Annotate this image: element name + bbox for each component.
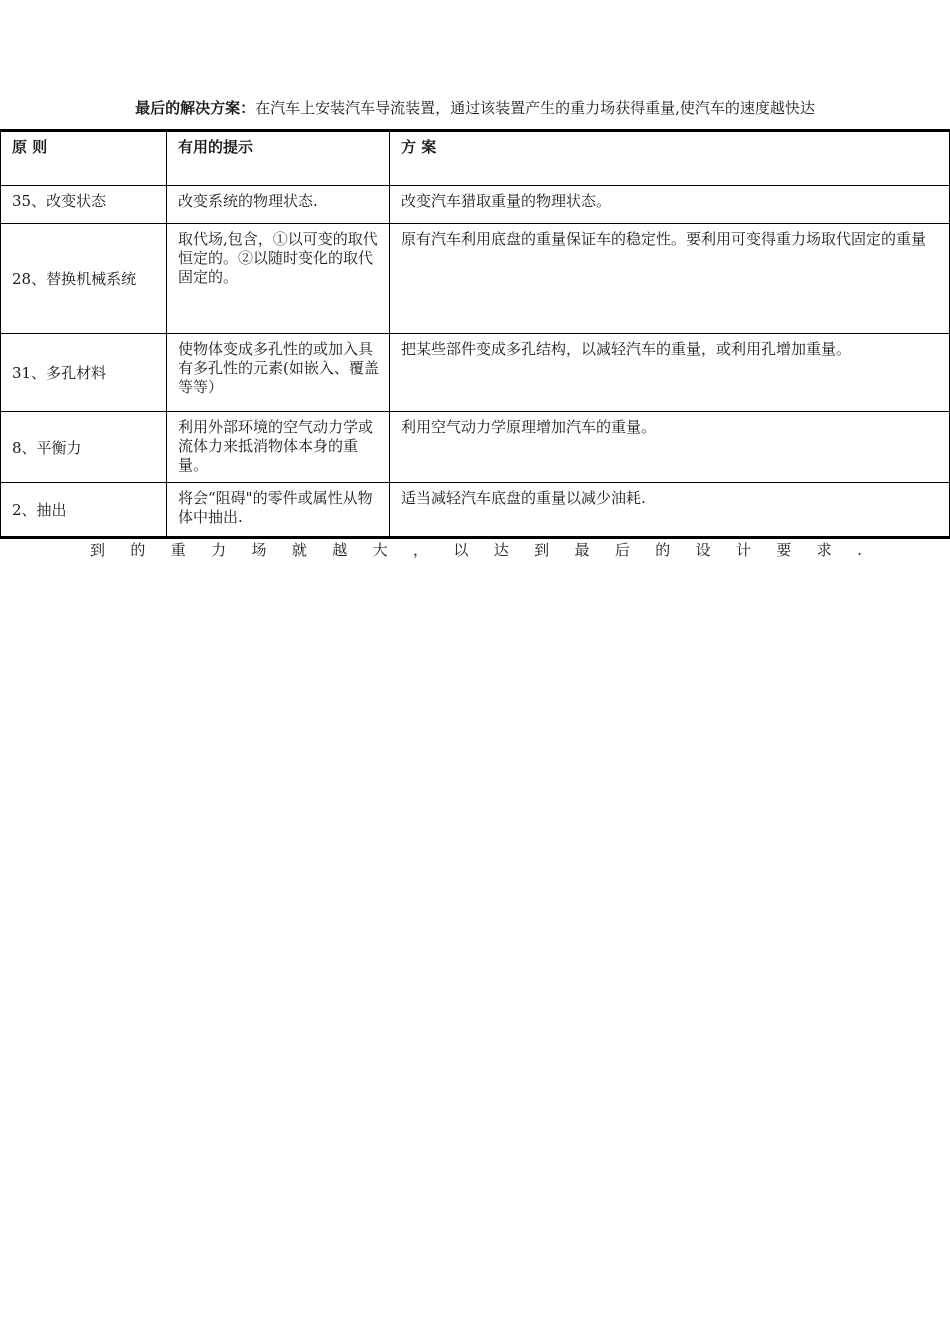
continuation-char: 力 [211,541,227,559]
continuation-char: 要 [776,541,792,559]
table-row [1,483,950,538]
header-solution: 方 案 [390,131,950,186]
principle-cell: 28、替换机械系统 [1,224,167,334]
hint-cell: 将会“阻碍"的零件或属性从物体中抽出. [167,483,390,538]
header-principle: 原 则 [1,131,167,186]
continuation-char: 场 [251,541,267,559]
solution-cell: 利用空气动力学原理增加汽车的重量。 [390,412,950,483]
table-row [1,412,950,483]
table-row [1,334,950,412]
continuation-char: 就 [291,541,307,559]
continuation-char: 达 [493,541,509,559]
header-hint: 有用的提示 [167,131,390,186]
hint-cell: 利用外部环境的空气动力学或流体力来抵消物体本身的重量。 [167,412,390,483]
principle-cell: 31、多孔材料 [1,334,167,412]
continuation-char: 设 [695,541,711,559]
continuation-char: 计 [736,541,752,559]
table-row [1,186,950,224]
final-solution-label: 最后的解决方案： [135,99,256,117]
hint-cell: 改变系统的物理状态. [167,186,390,224]
continuation-char: 后 [614,541,630,559]
continuation-char: 到 [90,541,106,559]
table-row [1,224,950,334]
final-solution-paragraph [0,98,950,118]
hint-cell: 取代场,包含，①以可变的取代恒定的。②以随时变化的取代固定的。 [167,224,390,334]
table-header-row [1,131,950,186]
continuation-char: 到 [534,541,550,559]
principles-table [0,129,950,539]
principle-cell: 2、抽出 [1,483,167,538]
principle-cell: 8、平衡力 [1,412,167,483]
continuation-char: . [857,541,862,559]
solution-cell: 原有汽车利用底盘的重量保证车的稳定性。要利用可变得重力场取代固定的重量 [390,224,950,334]
continuation-char: ， [413,541,429,559]
continuation-char: 越 [332,541,348,559]
continuation-char: 重 [170,541,186,559]
solution-cell: 适当减轻汽车底盘的重量以减少油耗. [390,483,950,538]
continuation-line [90,540,862,560]
continuation-char: 以 [453,541,469,559]
continuation-char: 求 [816,541,832,559]
continuation-char: 最 [574,541,590,559]
hint-cell: 使物体变成多孔性的或加入具有多孔性的元素(如嵌入、覆盖等等） [167,334,390,412]
continuation-char: 大 [372,541,388,559]
continuation-char: 的 [130,541,146,559]
continuation-char: 的 [655,541,671,559]
final-solution-text: 在汽车上安装汽车导流装置，通过该装置产生的重力场获得重量,使汽车的速度越快达 [255,99,815,117]
solution-cell: 改变汽车猎取重量的物理状态。 [390,186,950,224]
solution-cell: 把某些部件变成多孔结构，以减轻汽车的重量，或利用孔增加重量。 [390,334,950,412]
principle-cell: 35、改变状态 [1,186,167,224]
